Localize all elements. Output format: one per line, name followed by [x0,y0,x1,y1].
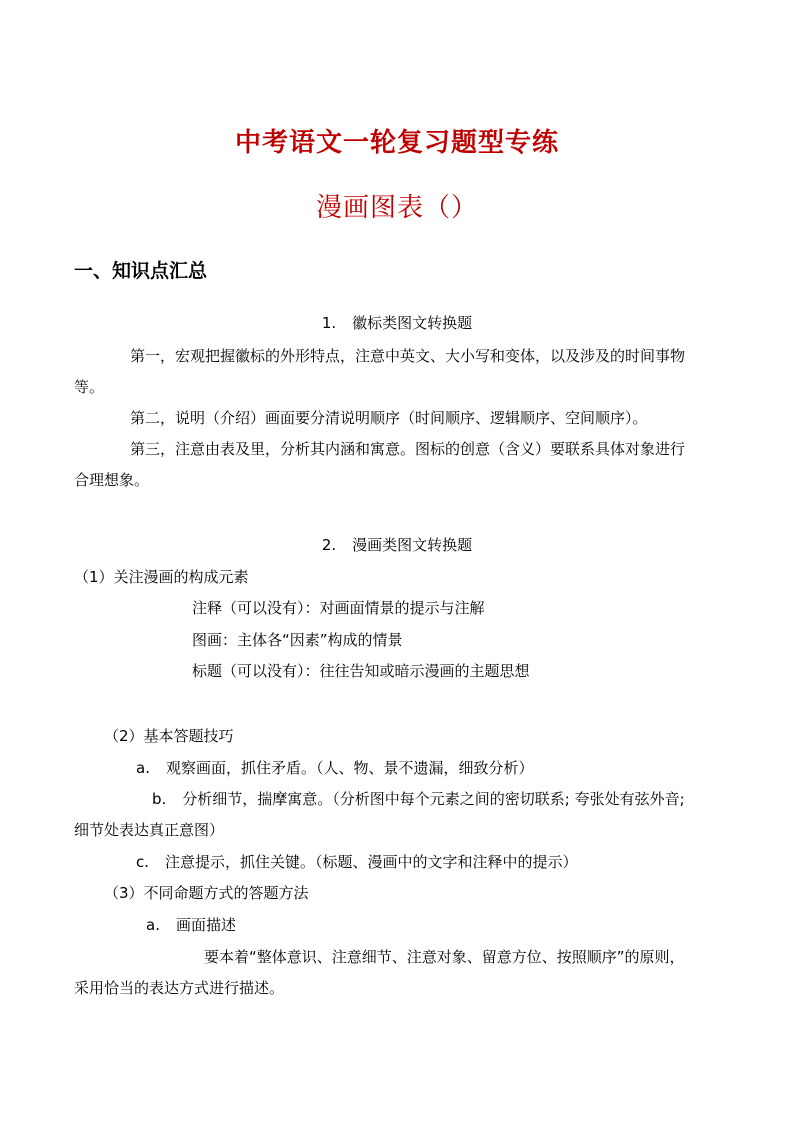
subsection-3: （3）不同命题方式的答题方法 [104,884,309,902]
technique-a-text: 观察画面，抓住矛盾。（人、物、景不遗漏，细致分析） [165,759,534,777]
list-item: 图画：主体各“因素”构成的情景 [192,631,403,649]
section-heading-knowledge-summary: 一、知识点汇总 [74,260,208,282]
list-item: 标题（可以没有）：往往告知或暗示漫画的主题思想 [192,662,530,680]
method-a [146,918,236,933]
part1-paragraph-2: 第二，说明（介绍）画面要分清说明顺序（时间顺序、逻辑顺序、空间顺序）。 [130,409,648,427]
part2-heading [0,538,794,553]
document-title: 中考语文一轮复习题型专练 [234,128,559,158]
technique-b-cont: 细节处表达真正意图） [74,821,225,839]
part1-heading [0,316,794,331]
part2-number: 2. [321,536,337,554]
method-a-text: 画面描述 [175,916,236,934]
part1-number: 1. [321,314,337,332]
method-a-marker: a. [146,916,160,934]
document-subtitle: 漫画图表（） [315,193,478,223]
part1-heading-text: 徽标类图文转换题 [352,314,473,332]
list-item: 注释（可以没有）：对画面情景的提示与注解 [192,599,485,617]
part2-heading-text: 漫画类图文转换题 [352,536,473,554]
subsection-2: （2）基本答题技巧 [104,727,234,745]
part1-paragraph-3-cont: 合理想象。 [74,471,150,489]
part1-paragraph-1: 第一，宏观把握徽标的外形特点，注意中英文、大小写和变体，以及涉及的时间事物 [130,347,686,365]
method-a-paragraph: 要本着“整体意识、注意细节、注意对象、留意方位、按照顺序”的原则， [204,948,685,966]
technique-b-text: 分析细节，揣摩寓意。（分析图中每个元素之间的密切联系; 夸张处有弦外音; [182,790,685,808]
technique-a-marker: a. [136,759,150,777]
method-a-paragraph-cont: 采用恰当的表达方式进行描述。 [74,979,285,997]
technique-c-text: 注意提示，抓住关键。（标题、漫画中的文字和注释中的提示） [165,853,578,871]
technique-c [136,855,578,870]
technique-a [136,761,533,776]
technique-b-marker: b. [152,790,167,808]
part1-paragraph-3: 第三，注意由表及里，分析其内涵和寓意。图标的创意（含义）要联系具体对象进行 [130,440,686,458]
part1-paragraph-1-cont: 等。 [74,378,105,396]
technique-b [152,792,685,807]
technique-c-marker: c. [136,853,150,871]
subsection-1: （1）关注漫画的构成元素 [74,568,249,586]
